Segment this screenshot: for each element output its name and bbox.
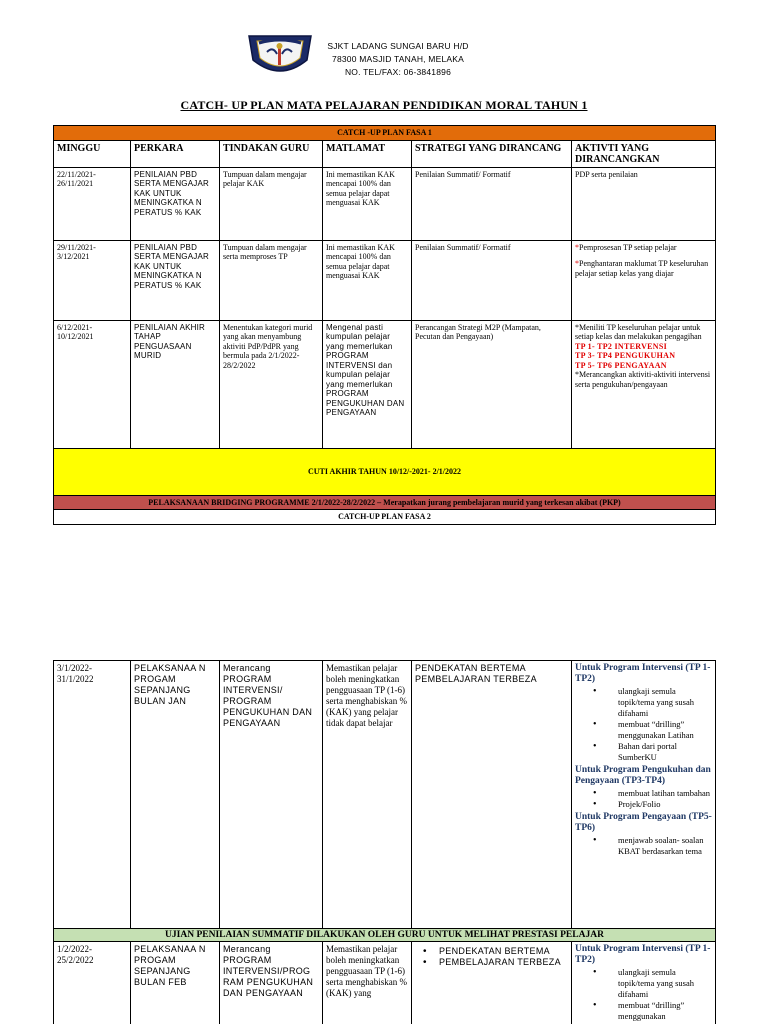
- aktiviti-item: *Pemprosesan TP setiap pelajar: [575, 242, 677, 252]
- list-item: • menjawab soalan- soalan KBAT berdasarkan tema: [575, 835, 712, 857]
- fasa2-banner: CATCH-UP PLAN FASA 2: [54, 510, 716, 525]
- list-item: • PENDEKATAN BERTEMA: [415, 946, 568, 957]
- program-pengukuhan-title: Untuk Program Pengukuhan dan Pengayaan (TP3-TP4): [575, 765, 711, 786]
- cell-strategi: Perancangan Strategi M2P (Mampatan, Pecutan dan Pengayaan): [412, 320, 572, 448]
- list-item: • PEMBELAJARAN TERBEZA: [415, 957, 568, 968]
- pengayaan-list: [575, 835, 712, 857]
- col-header-perkara: PERKARA: [131, 140, 220, 167]
- table-row: [54, 240, 716, 320]
- col-header-aktiviti: AKTIVTI YANG DIRANCANGKAN: [572, 140, 716, 167]
- table-row: [54, 942, 716, 1024]
- list-item: • Projek/Folio: [575, 799, 712, 810]
- pengukuhan-list: [575, 788, 712, 810]
- cell-perkara: PENILAIAN PBD SERTA MENGAJAR KAK UNTUK MENINGKATKA N PERATUS % KAK: [131, 167, 220, 240]
- cuti-banner: CUTI AKHIR TAHUN 10/12/-2021- 2/1/2022: [54, 448, 716, 495]
- cell-matlamat: Ini memastikan KAK mencapai 100% dan semua pelajar dapat menguasai KAK: [323, 167, 412, 240]
- table-row: [54, 661, 716, 929]
- table-header-row: [54, 140, 716, 167]
- cell-perkara: PELAKSANAA N PROGAM SEPANJANG BULAN FEB: [131, 942, 220, 1024]
- col-header-tindakan: TINDAKAN GURU: [220, 140, 323, 167]
- col-header-minggu: MINGGU: [54, 140, 131, 167]
- cell-strategi: Penilaian Summatif/ Formatif: [412, 240, 572, 320]
- document-title: CATCH- UP PLAN MATA PELAJARAN PENDIDIKAN MORAL TAHUN 1: [180, 98, 588, 112]
- cell-aktiviti: [572, 661, 716, 929]
- intervensi-list: [575, 967, 712, 1022]
- aktiviti-text: Penghantaran maklumat TP keseluruhan pelajar setiap kelas yang diajar: [575, 259, 709, 278]
- cell-matlamat: Memastikan pelajar boleh meningkatkan pengguasaan TP (1-6) serta menghabiskan % (KAK) yang pelajar tidak dapat belajar: [323, 661, 412, 929]
- aktiviti-item: *Penghantaran maklumat TP keseluruhan pelajar setiap kelas yang diajar: [575, 259, 709, 278]
- intervensi-list: [575, 686, 712, 763]
- cell-aktiviti: [572, 240, 716, 320]
- fasa2-table: [53, 660, 716, 1024]
- cell-perkara: PENILAIAN PBD SERTA MENGAJAR KAK UNTUK MENINGKATKA N PERATUS % KAK: [131, 240, 220, 320]
- cell-tindakan: Menentukan kategori murid yang akan menyambung aktiviti PdP/PdPR yang bermula pada 2/1/2022- 28/2/2022: [220, 320, 323, 448]
- fasa1-banner: CATCH -UP PLAN FASA 1: [54, 126, 716, 141]
- cell-aktiviti: [572, 320, 716, 448]
- cell-perkara: PENILAIAN AKHIR TAHAP PENGUASAAN MURID: [131, 320, 220, 448]
- school-name: SJKT LADANG SUNGAI BARU H/D: [327, 41, 469, 51]
- bridging-row: [54, 495, 716, 510]
- cell-minggu: 3/1/2022- 31/1/2022: [54, 661, 131, 929]
- school-phone: NO. TEL/FAX: 06-3841896: [344, 67, 452, 77]
- cell-strategi: [412, 942, 572, 1024]
- table-row: [54, 320, 716, 448]
- table-row: [54, 167, 716, 240]
- list-item: • membuat “drilling” menggunakan Latihan: [575, 719, 712, 741]
- aktiviti-text: Pemprosesan TP setiap pelajar: [579, 242, 677, 252]
- cell-aktiviti: [572, 942, 716, 1024]
- cell-strategi: Penilaian Summatif/ Formatif: [412, 167, 572, 240]
- cell-minggu: 29/11/2021- 3/12/2021: [54, 240, 131, 320]
- program-pengayaan-title: Untuk Program Pengayaan (TP5-TP6): [575, 812, 712, 833]
- cell-minggu: 22/11/2021- 26/11/2021: [54, 167, 131, 240]
- school-address-line: 78300 MASJID TANAH, MELAKA: [332, 54, 464, 64]
- school-address: [318, 40, 478, 79]
- cell-matlamat: Memastikan pelajar boleh meningkatkan pengguasaan TP (1-6) serta menghabiskan % (KAK) yang: [323, 942, 412, 1024]
- aktiviti-outro: *Merancangkan aktiviti-aktiviti intervensi serta pengukuhan/pengayaan: [575, 370, 711, 389]
- list-item: • membuat “drilling” menggunakan: [575, 1000, 712, 1022]
- list-item: • membuat latihan tambahan: [575, 788, 712, 799]
- cell-perkara: PELAKSANAA N PROGAM SEPANJANG BULAN JAN: [131, 661, 220, 929]
- cell-minggu: 1/2/2022- 25/2/2022: [54, 942, 131, 1024]
- fasa1-table: [53, 125, 716, 525]
- strategi-list: [415, 946, 568, 968]
- list-item: • Bahan dari portal SumberKU: [575, 741, 712, 763]
- cell-minggu: 6/12/2021- 10/12/2021: [54, 320, 131, 448]
- cell-tindakan: Tumpuan dalam mengajar pelajar KAK: [220, 167, 323, 240]
- cell-tindakan: Merancang PROGRAM INTERVENSI/ PROGRAM PENGUKUHAN DAN PENGAYAAN: [220, 661, 323, 929]
- fasa1-banner-row: [54, 126, 716, 141]
- fasa2-banner-row: [54, 510, 716, 525]
- col-header-strategi: STRATEGI YANG DIRANCANG: [412, 140, 572, 167]
- ujian-banner: UJIAN PENILAIAN SUMMATIF DILAKUKAN OLEH GURU UNTUK MELIHAT PRESTASI PELAJAR: [54, 929, 716, 942]
- aktiviti-tp-pengukuhan: TP 3- TP4 PENGUKUHAN: [575, 351, 676, 360]
- cell-aktiviti: PDP serta penilaian: [572, 167, 716, 240]
- list-item: • ulangkaji semula topik/tema yang susah difahami: [575, 686, 712, 719]
- cell-matlamat: Mengenal pasti kumpulan pelajar yang memerlukan PROGRAM INTERVENSI dan kumpulan pelajar yang memerlukan PROGRAM PENGUKUHAN DAN PENGAYAAN: [323, 320, 412, 448]
- cell-tindakan: Merancang PROGRAM INTERVENSI/PROG RAM PENGUKUHAN DAN PENGAYAAN: [220, 942, 323, 1024]
- list-item: • ulangkaji semula topik/tema yang susah difahami: [575, 967, 712, 1000]
- bridging-banner: PELAKSANAAN BRIDGING PROGRAMME 2/1/2022-28/2/2022 – Merapatkan jurang pembelajaran murid yang terkesan akibat (PKP): [54, 495, 716, 510]
- program-intervensi-title: Untuk Program Intervensi (TP 1-TP2): [575, 944, 711, 965]
- school-crest-icon: [245, 30, 315, 80]
- col-header-matlamat: MATLAMAT: [323, 140, 412, 167]
- aktiviti-tp-intervensi: TP 1- TP2 INTERVENSI: [575, 341, 668, 351]
- ujian-row: [54, 929, 716, 942]
- cell-tindakan: Tumpuan dalam mengajar serta memproses TP: [220, 240, 323, 320]
- aktiviti-intro: *Meniliti TP keseluruhan pelajar untuk setiap kelas dan melakukan pengagihan: [575, 322, 702, 341]
- cell-matlamat: Ini memastikan KAK mencapai 100% dan semua pelajar dapat menguasai KAK: [323, 240, 412, 320]
- program-intervensi-title: Untuk Program Intervensi (TP 1-TP2): [575, 663, 711, 684]
- aktiviti-tp-pengayaan: TP 5- TP6 PENGAYAAN: [575, 360, 667, 370]
- cell-strategi: PENDEKATAN BERTEMA PEMBELAJARAN TERBEZA: [412, 661, 572, 929]
- cuti-row: [54, 448, 716, 495]
- document-header: [0, 0, 768, 95]
